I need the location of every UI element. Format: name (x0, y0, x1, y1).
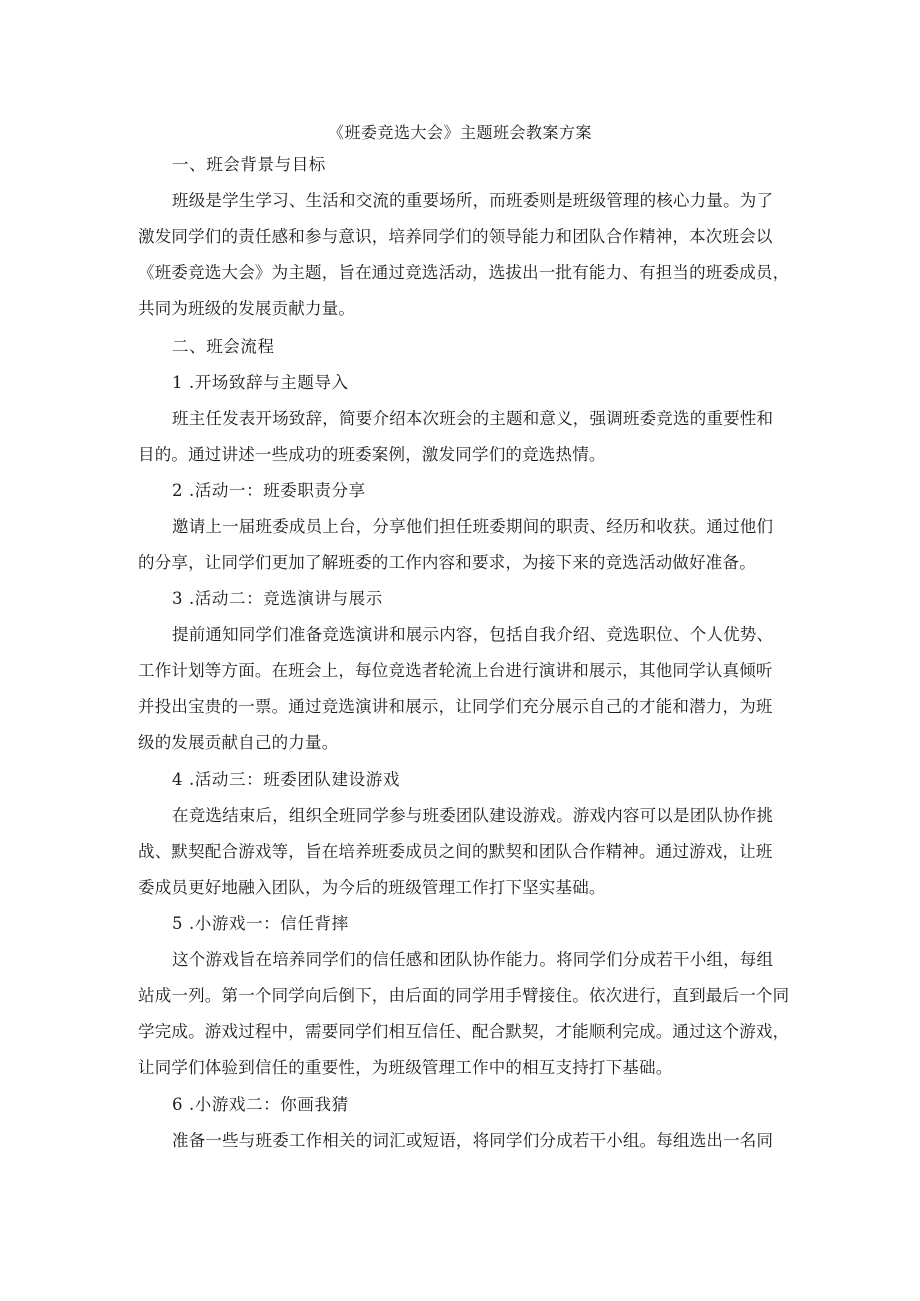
item-heading-4: 4 .活动三：班委团队建设游戏 (172, 770, 400, 789)
paragraph-line: 准备一些与班委工作相关的词汇或短语，将同学们分成若干小组。每组选出一名同 (172, 1131, 774, 1150)
item-heading-3: 3 .活动二：竞选演讲与展示 (172, 589, 383, 608)
paragraph-line: 战、默契配合游戏等，旨在培养班委成员之间的默契和团队合作精神。通过游戏，让班 (138, 842, 773, 861)
paragraph-line: 委成员更好地融入团队，为今后的班级管理工作打下坚实基础。 (138, 878, 606, 897)
paragraph-line: 站成一列。第一个同学向后倒下，由后面的同学用手臂接住。依次进行，直到最后一个同 (138, 986, 790, 1005)
paragraph-line: 学完成。游戏过程中，需要同学们相互信任、配合默契，才能顺利完成。通过这个游戏， (138, 1022, 790, 1041)
paragraph-line: 提前通知同学们准备竞选演讲和展示内容，包括自我介绍、竞选职位、个人优势、 (172, 625, 774, 644)
paragraph-line: 在竞选结束后，组织全班同学参与班委团队建设游戏。游戏内容可以是团队协作挑 (172, 806, 774, 825)
paragraph-line: 《班委竞选大会》为主题，旨在通过竞选活动，选拔出一批有能力、有担当的班委成员， (138, 263, 790, 282)
paragraph-line: 激发同学们的责任感和参与意识，培养同学们的领导能力和团队合作精神，本次班会以 (138, 227, 773, 246)
paragraph-line: 并投出宝贵的一票。通过竞选演讲和展示，让同学们充分展示自己的才能和潜力，为班 (138, 697, 773, 716)
paragraph-line: 级的发展贡献自己的力量。 (138, 733, 339, 752)
paragraph-line: 邀请上一届班委成员上台，分享他们担任班委期间的职责、经历和收获。通过他们 (172, 517, 774, 536)
item-heading-6: 6 .小游戏二：你画我猜 (172, 1095, 349, 1114)
item-heading-5: 5 .小游戏一：信任背摔 (172, 914, 349, 933)
paragraph-line: 班主任发表开场致辞，简要介绍本次班会的主题和意义，强调班委竞选的重要性和 (172, 409, 774, 428)
paragraph-line: 班级是学生学习、生活和交流的重要场所，而班委则是班级管理的核心力量。为了 (172, 191, 774, 210)
paragraph-line: 目的。通过讲述一些成功的班委案例，激发同学们的竞选热情。 (138, 445, 606, 464)
paragraph-line: 让同学们体验到信任的重要性，为班级管理工作中的相互支持打下基础。 (138, 1058, 673, 1077)
section-heading-background: 一、班会背景与目标 (172, 155, 326, 174)
paragraph-line: 工作计划等方面。在班会上，每位竞选者轮流上台进行演讲和展示，其他同学认真倾听 (138, 661, 773, 680)
paragraph-line: 这个游戏旨在培养同学们的信任感和团队协作能力。将同学们分成若干小组，每组 (172, 950, 774, 969)
item-heading-1: 1 .开场致辞与主题导入 (172, 373, 349, 392)
paragraph-line: 共同为班级的发展贡献力量。 (138, 299, 356, 318)
paragraph-line: 的分享，让同学们更加了解班委的工作内容和要求，为接下来的竞选活动做好准备。 (138, 553, 756, 572)
document-title: 《班委竞选大会》主题班会教案方案 (327, 123, 592, 142)
section-heading-process: 二、班会流程 (172, 337, 275, 356)
item-heading-2: 2 .活动一：班委职责分享 (172, 481, 366, 500)
